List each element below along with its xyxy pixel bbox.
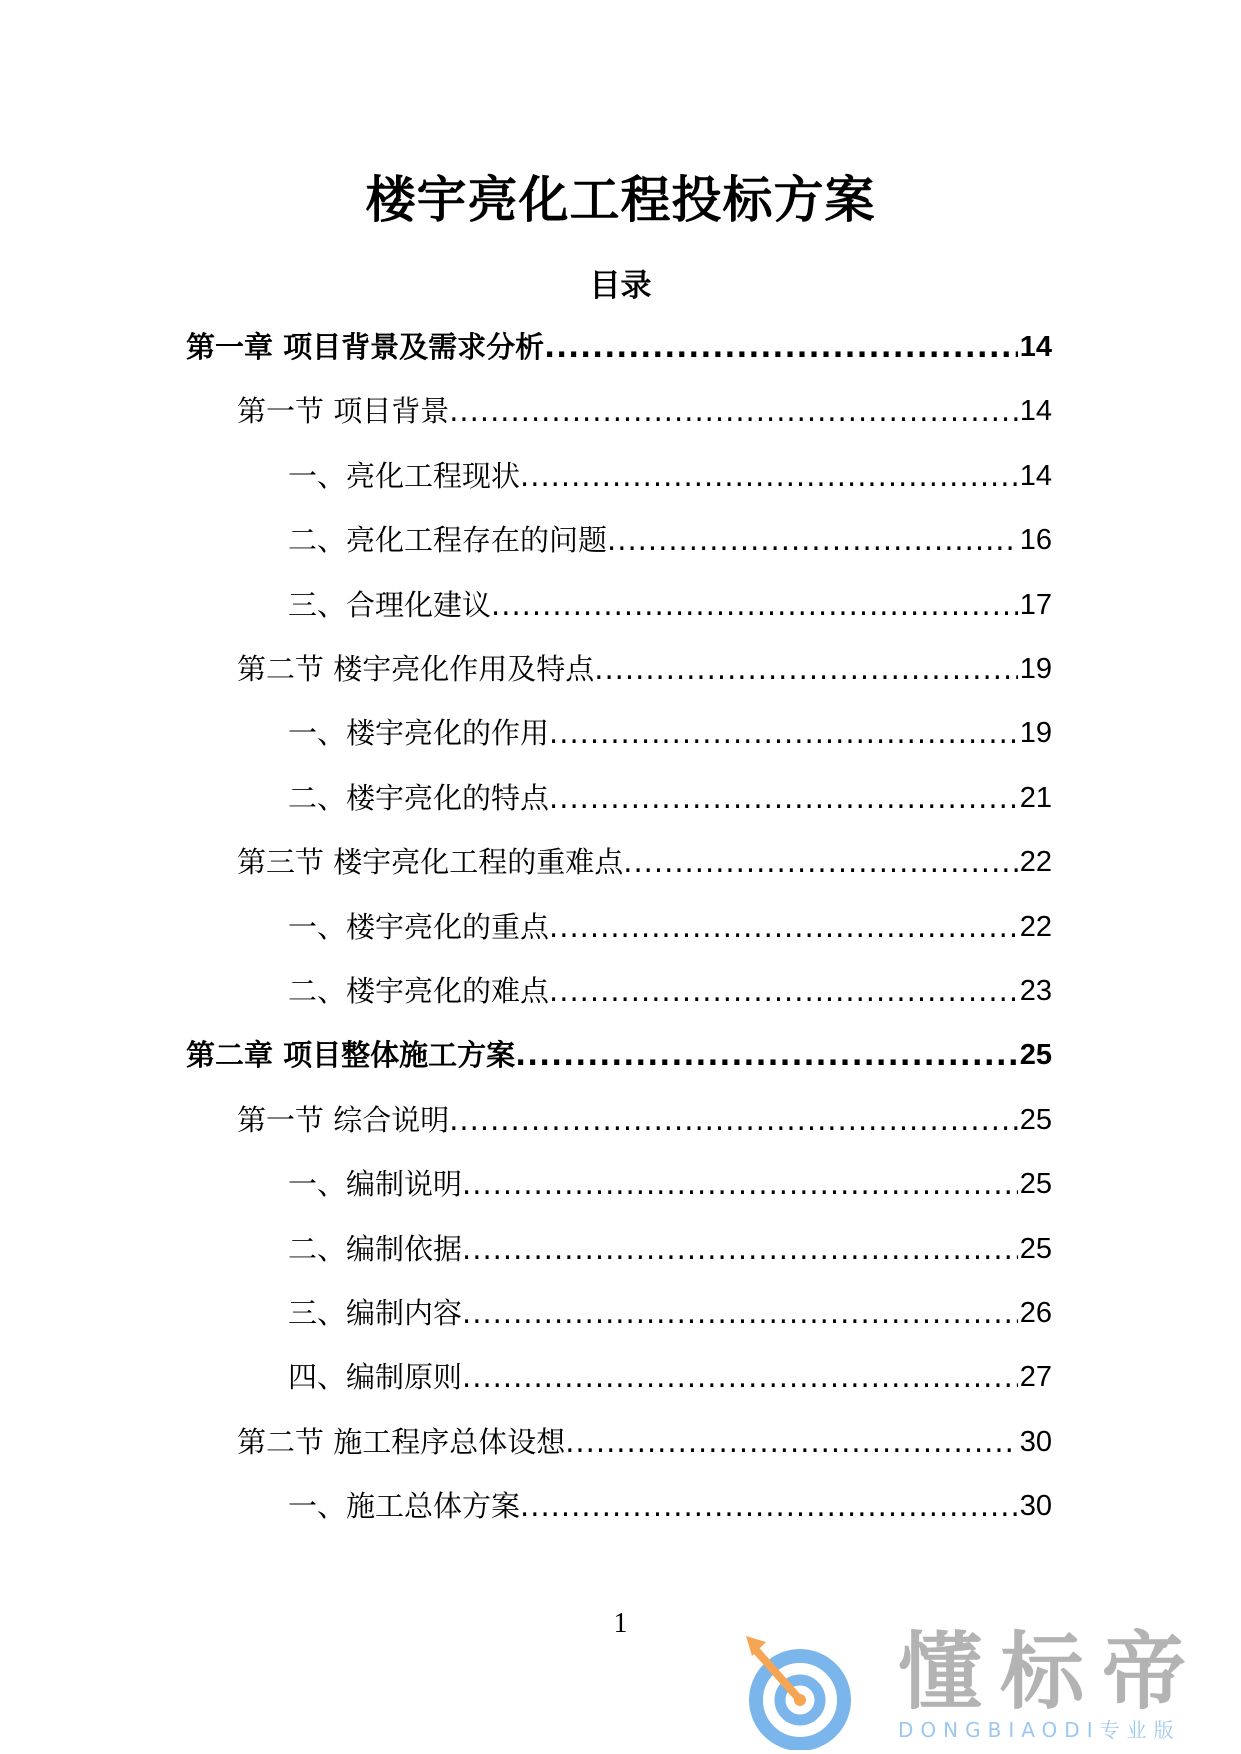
toc-entry-text: 二、楼宇亮化的特点 bbox=[288, 781, 550, 815]
page-number: 1 bbox=[613, 1608, 628, 1639]
toc-entry-page: 14 bbox=[1019, 331, 1052, 363]
toc-entry-page: 30 bbox=[1019, 1490, 1052, 1522]
document-title: 楼宇亮化工程投标方案 bbox=[365, 171, 876, 229]
toc-entry[interactable] bbox=[288, 776, 1052, 820]
watermark bbox=[740, 1623, 1220, 1748]
toc-entry-page: 14 bbox=[1019, 395, 1052, 427]
toc-leader-dots bbox=[462, 1162, 1018, 1206]
toc-entry[interactable] bbox=[237, 1420, 1052, 1464]
toc-entry-page: 30 bbox=[1019, 1426, 1052, 1458]
toc-leader-dots bbox=[549, 969, 1018, 1013]
toc-entry[interactable] bbox=[288, 1484, 1052, 1528]
toc-entry-text: 四、编制原则 bbox=[288, 1360, 463, 1394]
toc-entry-text: 第一节 综合说明 bbox=[237, 1103, 450, 1137]
toc-leader-dots bbox=[462, 1227, 1018, 1271]
toc-entry-page: 22 bbox=[1019, 846, 1052, 878]
toc-leader-dots bbox=[449, 1098, 1018, 1142]
toc-entry-page: 25 bbox=[1019, 1104, 1052, 1136]
toc-entry[interactable] bbox=[288, 583, 1052, 627]
toc-entry-page: 17 bbox=[1019, 589, 1052, 621]
toc-entry-text: 一、编制说明 bbox=[288, 1167, 463, 1201]
target-arrow-icon bbox=[740, 1628, 870, 1750]
toc-entry-text: 第一章 项目背景及需求分析 bbox=[186, 330, 545, 364]
toc-entry[interactable] bbox=[288, 969, 1052, 1013]
toc-entry-page: 14 bbox=[1019, 460, 1052, 492]
toc-entry[interactable] bbox=[237, 647, 1052, 691]
toc-entry-text: 二、亮化工程存在的问题 bbox=[288, 523, 608, 557]
toc-entry-text: 一、施工总体方案 bbox=[288, 1489, 521, 1523]
toc-leader-dots bbox=[549, 776, 1018, 820]
watermark-brand: 懂标帝 bbox=[898, 1623, 1205, 1721]
toc-entry[interactable] bbox=[288, 1162, 1052, 1206]
toc-leader-dots bbox=[462, 1291, 1018, 1335]
toc-entry[interactable] bbox=[237, 389, 1052, 433]
toc-leader-dots bbox=[607, 518, 1018, 562]
toc-entry-text: 一、亮化工程现状 bbox=[288, 459, 521, 493]
toc-entry-page: 19 bbox=[1019, 717, 1052, 749]
toc-entry-text: 第一节 项目背景 bbox=[237, 394, 450, 428]
toc-entry-page: 23 bbox=[1019, 975, 1052, 1007]
toc-leader-dots bbox=[515, 1033, 1018, 1077]
toc-entry[interactable] bbox=[288, 518, 1052, 562]
toc-entry-text: 二、楼宇亮化的难点 bbox=[288, 974, 550, 1008]
toc-heading: 目录 bbox=[589, 268, 652, 304]
toc-leader-dots bbox=[544, 325, 1018, 369]
toc-entry[interactable] bbox=[288, 454, 1052, 498]
toc-leader-dots bbox=[565, 1420, 1018, 1464]
toc-entry[interactable] bbox=[288, 1291, 1052, 1335]
toc-leader-dots bbox=[449, 389, 1018, 433]
toc-entry-text: 二、编制依据 bbox=[288, 1232, 463, 1266]
toc-entry-page: 25 bbox=[1019, 1233, 1052, 1265]
toc-entry[interactable] bbox=[288, 905, 1052, 949]
toc-entry-page: 25 bbox=[1019, 1039, 1052, 1071]
toc-leader-dots bbox=[520, 454, 1018, 498]
toc-entry-page: 16 bbox=[1019, 524, 1052, 556]
toc-leader-dots bbox=[594, 647, 1018, 691]
toc-entry[interactable] bbox=[186, 325, 1052, 369]
toc-entry-text: 第二节 楼宇亮化作用及特点 bbox=[237, 652, 595, 686]
toc-leader-dots bbox=[623, 840, 1018, 884]
toc-entry[interactable] bbox=[288, 1227, 1052, 1271]
watermark-subtitle: DONGBIAODI专业版 bbox=[898, 1718, 1181, 1742]
toc-entry-page: 25 bbox=[1019, 1168, 1052, 1200]
toc-entry-page: 27 bbox=[1019, 1361, 1052, 1393]
toc-entry[interactable] bbox=[237, 1098, 1052, 1142]
toc-entry-text: 一、楼宇亮化的作用 bbox=[288, 716, 550, 750]
toc-entry-text: 第二节 施工程序总体设想 bbox=[237, 1425, 566, 1459]
toc-entry[interactable] bbox=[237, 840, 1052, 884]
toc-entry[interactable] bbox=[186, 1033, 1052, 1077]
toc-entry-text: 第二章 项目整体施工方案 bbox=[186, 1038, 516, 1072]
toc-leader-dots bbox=[549, 711, 1018, 755]
toc-entry-page: 22 bbox=[1019, 911, 1052, 943]
toc-entry-text: 一、楼宇亮化的重点 bbox=[288, 910, 550, 944]
toc-leader-dots bbox=[520, 1484, 1018, 1528]
toc-entry[interactable] bbox=[288, 1355, 1052, 1399]
toc-entry[interactable] bbox=[288, 711, 1052, 755]
toc-leader-dots bbox=[462, 1355, 1018, 1399]
toc-entry-page: 21 bbox=[1019, 782, 1052, 814]
toc-leader-dots bbox=[491, 583, 1018, 627]
toc-entry-text: 三、编制内容 bbox=[288, 1296, 463, 1330]
toc-entry-page: 26 bbox=[1019, 1297, 1052, 1329]
toc-entry-text: 第三节 楼宇亮化工程的重难点 bbox=[237, 845, 624, 879]
toc-leader-dots bbox=[549, 905, 1018, 949]
toc-entry-page: 19 bbox=[1019, 653, 1052, 685]
toc-entry-text: 三、合理化建议 bbox=[288, 588, 492, 622]
